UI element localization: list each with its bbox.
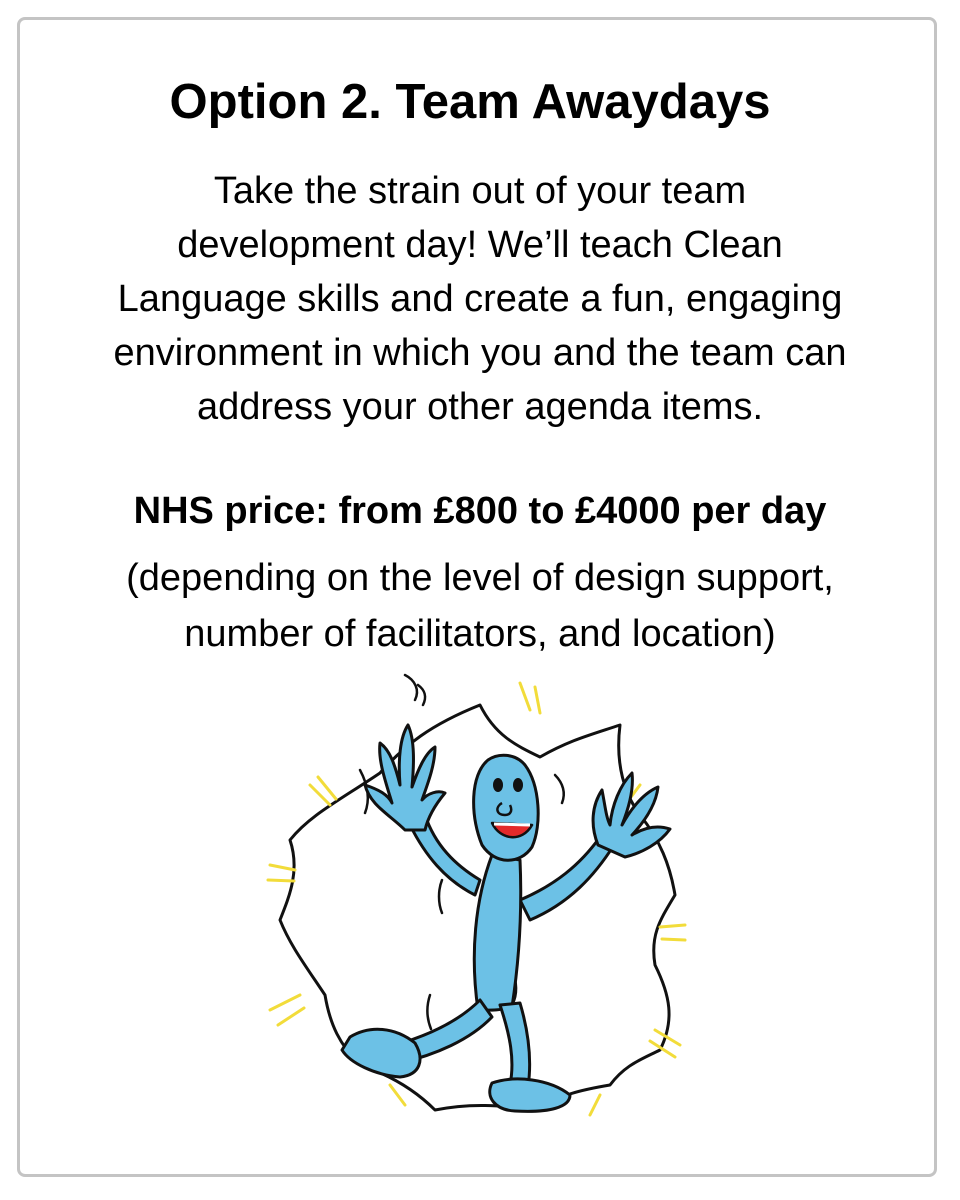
- figure: [342, 725, 670, 1111]
- description-line: address your other agenda items.: [196, 386, 764, 428]
- description: [20, 164, 940, 434]
- price-note: [20, 550, 940, 662]
- motion-marks: [360, 675, 564, 1029]
- description-line: environment in which you and the team can: [113, 332, 847, 374]
- description-line: Language skills and create a fun, engaging: [117, 278, 843, 320]
- page-title: Option 2. Team Awaydays: [169, 75, 771, 129]
- price-note-line: number of facilitators, and location): [184, 613, 776, 655]
- burst-lines: [268, 683, 685, 1115]
- description-line: Take the strain out of your team: [213, 170, 747, 212]
- description-line: development day! We’ll teach Clean: [177, 224, 783, 266]
- price-text: NHS price: from £800 to £4000 per day: [133, 490, 827, 532]
- excited-blue-figure-illustration: [230, 665, 730, 1135]
- price-note-line: (depending on the level of design support,: [126, 557, 834, 599]
